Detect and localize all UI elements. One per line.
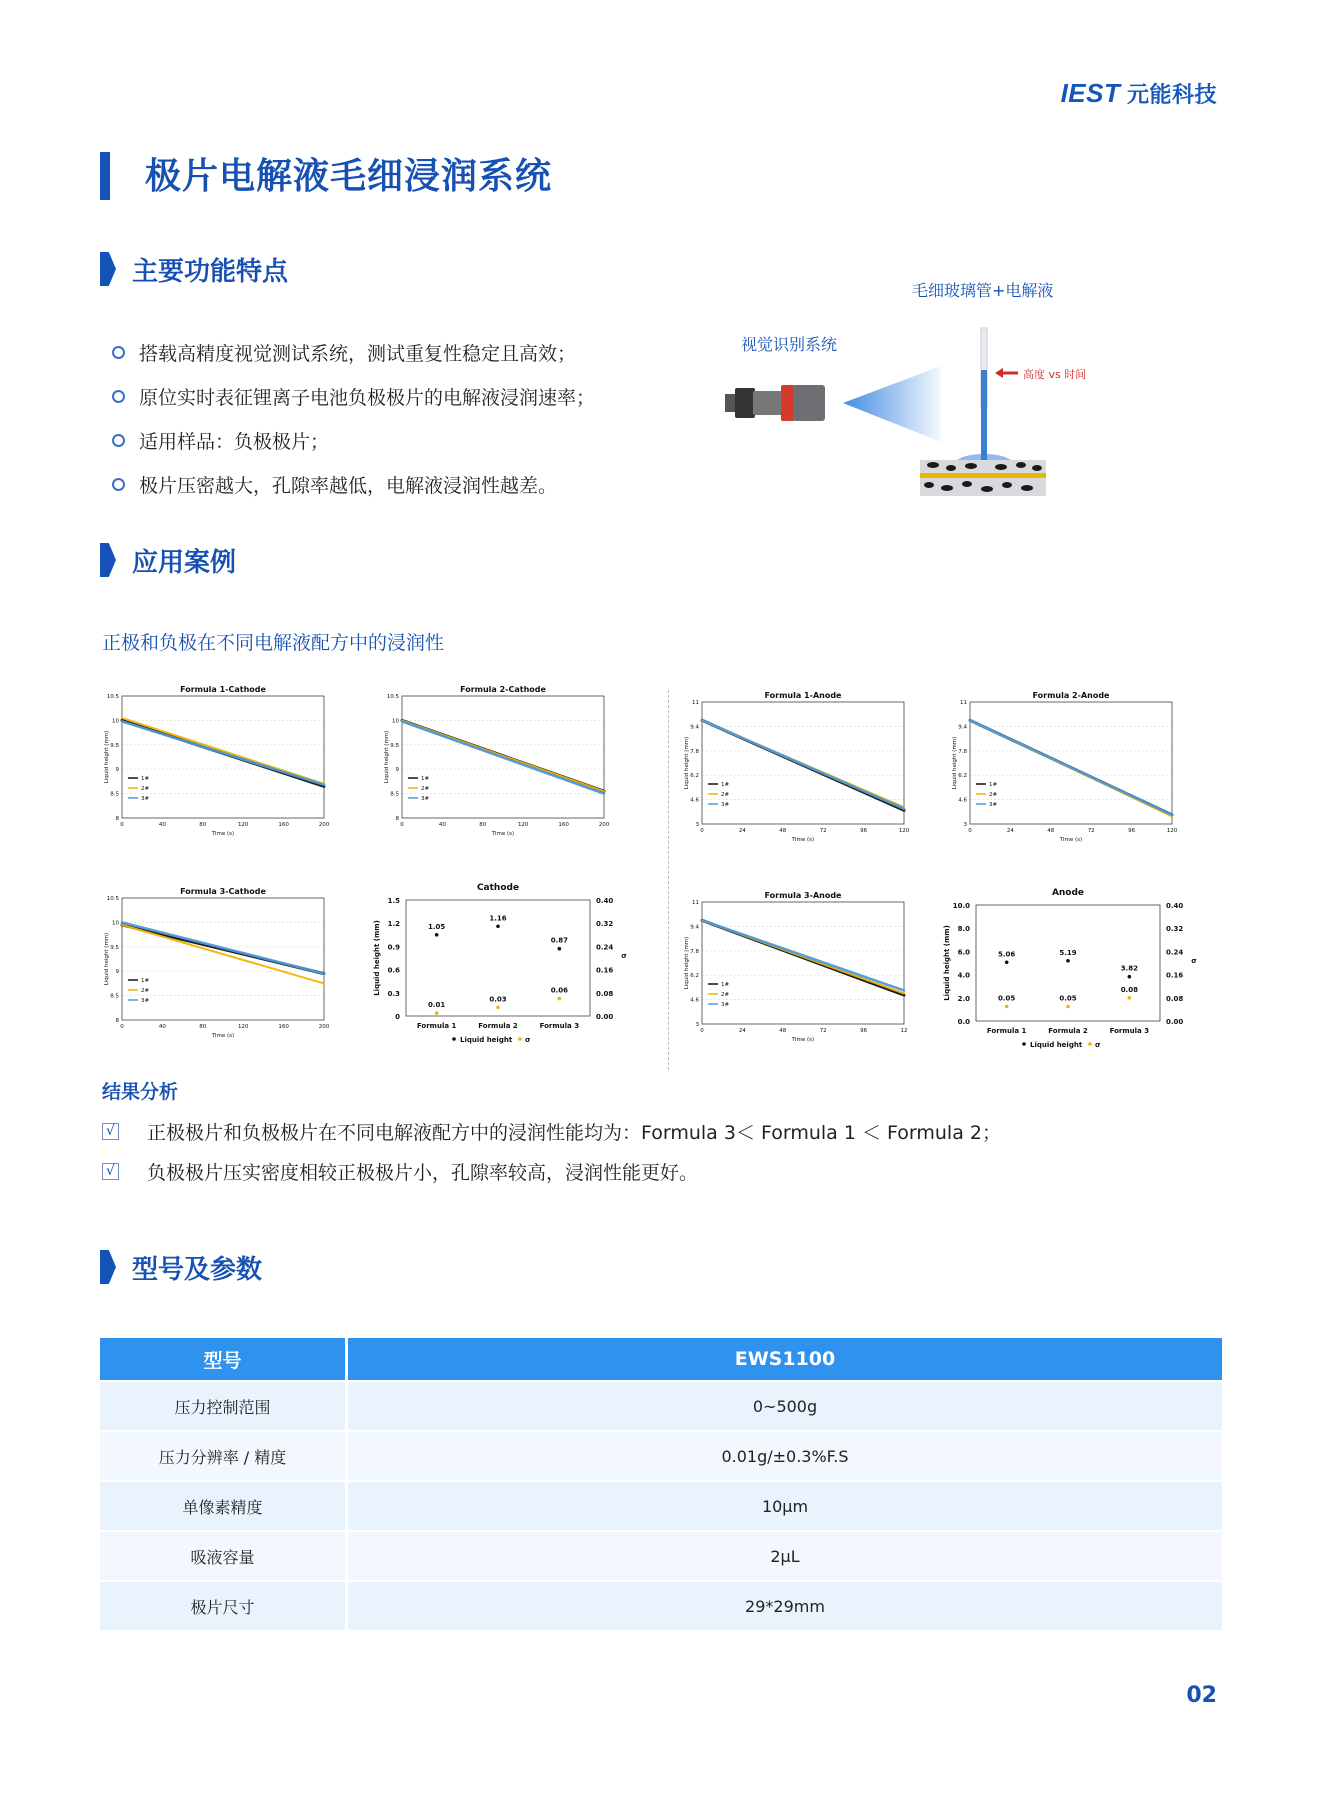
y-tick-label: 0 <box>395 1013 400 1021</box>
circle-bullet-icon <box>112 390 125 403</box>
x-tick-label: 48 <box>1047 828 1055 834</box>
table-header-row <box>100 1338 1222 1380</box>
chart-formula1-cathode <box>100 684 330 844</box>
x-tick-label: 0 <box>120 822 124 828</box>
data-point-sigma <box>558 997 562 1001</box>
results-heading: 结果分析 <box>102 1081 179 1103</box>
series-line-3# <box>122 922 324 973</box>
y-tick-label: 0.6 <box>387 966 400 975</box>
y-tick-label: 10 <box>112 718 119 725</box>
legend-label: 1# <box>721 782 730 788</box>
y-tick-label: 8.5 <box>110 993 119 1000</box>
x-axis-label: Time (s) <box>791 837 815 843</box>
chart-title: Formula 1-Cathode <box>180 685 266 694</box>
legend-label: 3# <box>141 796 150 802</box>
y-tick-label: 8.0 <box>957 925 970 934</box>
data-point-height <box>1128 975 1132 979</box>
logo-mark: IEST <box>1060 78 1121 108</box>
legend-swatch <box>1088 1042 1092 1046</box>
y-tick-label: 9.5 <box>110 742 119 749</box>
x-tick-label: 96 <box>860 1028 868 1034</box>
y-axis-label: Liquid height (mm) <box>373 920 381 996</box>
table-cell: 极片尺寸 <box>100 1580 348 1630</box>
chart-title: Formula 3-Cathode <box>180 887 266 896</box>
x-axis-label: Time (s) <box>211 831 235 837</box>
y-tick-label: 0.3 <box>387 989 400 998</box>
x-tick-label: 72 <box>819 828 827 834</box>
series-line-3# <box>702 720 904 808</box>
plot-frame <box>976 905 1160 1021</box>
electrolyte-column <box>981 370 987 460</box>
circle-bullet-icon <box>112 478 125 491</box>
y-tick-label: 10.5 <box>386 694 399 700</box>
legend-label: 2# <box>989 792 998 798</box>
plot-frame <box>702 902 904 1024</box>
chart-svg <box>100 886 330 1046</box>
x-category-label: Formula 3 <box>1109 1027 1150 1035</box>
data-label: 1.16 <box>489 914 507 923</box>
x-tick-label: 0 <box>700 1028 704 1034</box>
legend-label: 1# <box>141 978 150 984</box>
y-tick-label: 9.5 <box>110 944 119 951</box>
x-category-label: Formula 1 <box>986 1027 1027 1035</box>
feature-list <box>112 330 595 506</box>
y-tick-label: 1.2 <box>387 920 400 929</box>
y-tick-label: 8 <box>115 816 119 822</box>
y-tick-label: 6.2 <box>958 773 967 780</box>
legend-label: 3# <box>721 1002 730 1008</box>
x-category-label: Formula 1 <box>416 1022 457 1030</box>
electrode-sample <box>920 454 1046 496</box>
height-time-label: 高度 vs 时间 <box>1023 368 1087 381</box>
y-tick-label: 4.6 <box>958 797 967 804</box>
legend-label: σ <box>525 1036 531 1044</box>
chart-svg <box>948 690 1178 850</box>
plot-frame <box>970 702 1172 824</box>
logo-text: 元能科技 <box>1126 82 1217 107</box>
x-tick-label: 0 <box>120 1024 124 1030</box>
x-tick-label: 160 <box>278 822 289 828</box>
y-tick-label: 9.4 <box>690 924 699 931</box>
y-axis-label: Liquid height (mm) <box>684 936 690 990</box>
legend-label: 3# <box>421 796 430 802</box>
legend-label: Liquid height <box>1030 1041 1083 1049</box>
y2-tick-label: 0.08 <box>1166 994 1184 1003</box>
series-line-3# <box>970 720 1172 815</box>
legend-label: 1# <box>989 782 998 788</box>
x-tick-label: 72 <box>1087 828 1095 834</box>
y-axis-label: Liquid height (mm) <box>104 730 110 784</box>
x-tick-label: 12 <box>900 1028 908 1034</box>
x-axis-label: Time (s) <box>211 1033 235 1039</box>
x-tick-label: 120 <box>237 1024 249 1030</box>
circle-bullet-icon <box>112 434 125 447</box>
section-cases-header <box>100 543 236 577</box>
data-point-sigma <box>1066 1005 1070 1009</box>
y-tick-label: 8.5 <box>110 791 119 798</box>
y-axis-label: Liquid height (mm) <box>943 925 951 1001</box>
x-tick-label: 24 <box>738 1028 746 1034</box>
legend-label: 1# <box>721 982 730 988</box>
table-cell: 29*29mm <box>348 1580 1222 1630</box>
y-tick-label: 2.0 <box>957 994 970 1003</box>
data-point-height <box>435 933 439 937</box>
plot-frame <box>122 898 324 1020</box>
y-tick-label: 7.8 <box>690 948 699 955</box>
x-tick-label: 0 <box>968 828 972 834</box>
chart-title: Anode <box>1051 888 1085 898</box>
table-row <box>100 1530 1222 1580</box>
camera-icon <box>725 385 825 421</box>
legend-label: Liquid height <box>460 1036 513 1044</box>
legend-label: 3# <box>141 998 150 1004</box>
section-marker-icon <box>100 1250 116 1284</box>
x-tick-label: 80 <box>479 822 487 828</box>
x-category-label: Formula 2 <box>1048 1027 1088 1035</box>
y-tick-label: 9.5 <box>390 742 399 749</box>
page-number: 02 <box>1186 1683 1217 1708</box>
section-marker-icon <box>100 543 116 577</box>
data-label: 0.05 <box>998 994 1016 1003</box>
legend-swatch <box>452 1037 456 1041</box>
y2-tick-label: 0.00 <box>596 1013 614 1021</box>
x-category-label: Formula 2 <box>478 1022 518 1030</box>
y-tick-label: 3 <box>695 822 699 828</box>
x-tick-label: 0 <box>700 828 704 834</box>
data-label: 0.05 <box>1059 994 1077 1003</box>
table-cell: 单像素精度 <box>100 1480 348 1530</box>
data-label: 5.19 <box>1059 948 1077 957</box>
y-tick-label: 10 <box>392 718 399 725</box>
section-features-header <box>100 252 288 286</box>
y-tick-label: 3 <box>963 822 967 828</box>
x-tick-label: 48 <box>779 1028 787 1034</box>
chart-divider <box>668 690 669 1070</box>
table-cell: 压力控制范围 <box>100 1380 348 1430</box>
x-tick-label: 40 <box>158 822 166 828</box>
y-tick-label: 0.0 <box>957 1018 970 1026</box>
section-cases-title: 应用案例 <box>132 547 237 578</box>
data-point-sigma <box>1128 996 1132 1000</box>
x-axis-label: Time (s) <box>1059 837 1083 843</box>
legend-label: 3# <box>989 802 998 808</box>
table-cell: 0.01g/±0.3%F.S <box>348 1430 1222 1480</box>
y-tick-label: 9 <box>115 969 119 976</box>
chart-formula1-anode <box>680 690 910 850</box>
chart-formula3-cathode <box>100 886 330 1046</box>
list-item: 适用样品：负极极片； <box>112 418 595 462</box>
table-row <box>100 1480 1222 1530</box>
x-tick-label: 120 <box>237 822 249 828</box>
section-marker-icon <box>100 252 116 286</box>
y2-tick-label: 0.08 <box>596 989 614 998</box>
y-tick-label: 11 <box>692 900 699 906</box>
table-header-cell: EWS1100 <box>348 1338 1222 1380</box>
x-tick-label: 48 <box>779 828 787 834</box>
data-label: 0.03 <box>489 995 507 1004</box>
chart-svg <box>100 684 330 844</box>
y2-tick-label: 0.16 <box>1166 971 1184 980</box>
legend-label: 2# <box>721 792 730 798</box>
y-tick-label: 4.6 <box>690 797 699 804</box>
data-label: 3.82 <box>1120 964 1138 973</box>
data-point-sigma <box>435 1011 439 1015</box>
y-tick-label: 11 <box>960 700 967 706</box>
chart-anode-summary <box>940 885 1200 1061</box>
y2-tick-label: 0.40 <box>1166 902 1184 910</box>
list-item: 极片压密越大，孔隙率越低，电解液浸润性越差。 <box>112 462 595 506</box>
chart-title: Cathode <box>476 883 520 893</box>
x-tick-label: 200 <box>318 822 330 828</box>
x-tick-label: 96 <box>1128 828 1136 834</box>
data-label: 1.05 <box>428 922 446 931</box>
legend-label: 3# <box>721 802 730 808</box>
circle-bullet-icon <box>112 346 125 359</box>
data-point-height <box>1005 961 1009 965</box>
chart-svg <box>940 885 1200 1061</box>
y-tick-label: 6.0 <box>957 948 970 957</box>
x-tick-label: 120 <box>1166 828 1178 834</box>
chart-formula2-anode <box>948 690 1178 850</box>
chart-title: Formula 2-Anode <box>1032 691 1110 700</box>
legend-label: 1# <box>421 776 430 782</box>
y-tick-label: 4.6 <box>690 997 699 1004</box>
y-axis-label: Liquid height (mm) <box>384 730 390 784</box>
y-axis-label: Liquid height (mm) <box>104 932 110 986</box>
y-tick-label: 10.5 <box>106 896 119 902</box>
y-axis-label: Liquid height (mm) <box>684 736 690 790</box>
y-tick-label: 10.5 <box>106 694 119 700</box>
data-label: 0.01 <box>428 1001 446 1010</box>
chart-formula2-cathode <box>380 684 610 844</box>
table-row <box>100 1580 1222 1630</box>
brand-logo <box>1061 78 1217 109</box>
x-axis-label: Time (s) <box>791 1037 815 1043</box>
y2-tick-label: 0.24 <box>1166 948 1184 957</box>
spec-table <box>100 1338 1222 1630</box>
y-tick-label: 0.9 <box>387 943 400 952</box>
x-tick-label: 120 <box>517 822 529 828</box>
test-setup-diagram <box>715 270 1095 500</box>
series-line-3# <box>122 721 324 784</box>
y-tick-label: 1.5 <box>387 897 400 905</box>
y-tick-label: 10 <box>112 920 119 927</box>
section-features-title: 主要功能特点 <box>132 256 289 287</box>
legend-swatch <box>518 1037 522 1041</box>
y-tick-label: 7.8 <box>690 748 699 755</box>
table-cell: 压力分辨率 / 精度 <box>100 1430 348 1480</box>
legend-label: 2# <box>141 786 150 792</box>
chart-title: Formula 1-Anode <box>764 691 842 700</box>
legend-label: 2# <box>141 988 150 994</box>
x-axis-label: Time (s) <box>491 831 515 837</box>
y-tick-label: 8.5 <box>390 791 399 798</box>
data-point-height <box>558 947 562 951</box>
x-tick-label: 200 <box>318 1024 330 1030</box>
chart-svg <box>680 890 910 1050</box>
y-tick-label: 11 <box>692 700 699 706</box>
x-tick-label: 24 <box>738 828 746 834</box>
data-point-sigma <box>1005 1005 1009 1009</box>
y-tick-label: 6.2 <box>690 773 699 780</box>
x-tick-label: 80 <box>199 822 207 828</box>
table-row <box>100 1430 1222 1480</box>
data-label: 0.87 <box>550 936 568 945</box>
legend-label: 2# <box>421 786 430 792</box>
data-label: 0.06 <box>550 986 568 995</box>
page-title: 极片电解液毛细浸润系统 <box>145 156 553 197</box>
chart-formula3-anode <box>680 890 910 1050</box>
y-tick-label: 9 <box>395 767 399 774</box>
y-tick-label: 8 <box>115 1018 119 1024</box>
series-line-3# <box>402 721 604 793</box>
y-tick-label: 3 <box>695 1022 699 1028</box>
x-tick-label: 72 <box>819 1028 827 1034</box>
legend-label: 2# <box>721 992 730 998</box>
y-tick-label: 7.8 <box>958 748 967 755</box>
data-point-height <box>496 924 500 928</box>
vision-system-label: 视觉识别系统 <box>741 335 838 354</box>
y2-axis-label: σ <box>621 952 627 960</box>
series-line-3# <box>702 920 904 990</box>
table-cell: 0~500g <box>348 1380 1222 1430</box>
setup-illustration <box>715 270 1095 500</box>
light-beam <box>843 366 941 442</box>
list-item: 原位实时表征锂离子电池负极极片的电解液浸润速率； <box>112 374 595 418</box>
x-tick-label: 96 <box>860 828 868 834</box>
table-cell: 10μm <box>348 1480 1222 1530</box>
y-tick-label: 10.0 <box>952 902 970 910</box>
table-row <box>100 1380 1222 1430</box>
data-point-sigma <box>496 1006 500 1010</box>
chart-title: Formula 3-Anode <box>764 891 842 900</box>
x-tick-label: 40 <box>438 822 446 828</box>
chart-svg <box>380 684 610 844</box>
table-cell: 吸液容量 <box>100 1530 348 1580</box>
y2-axis-label: σ <box>1191 957 1197 965</box>
x-tick-label: 200 <box>598 822 610 828</box>
y2-tick-label: 0.00 <box>1166 1018 1184 1026</box>
y-tick-label: 6.2 <box>690 973 699 980</box>
table-cell: 2μL <box>348 1530 1222 1580</box>
capillary-label: 毛细玻璃管+电解液 <box>912 281 1054 300</box>
y-tick-label: 9 <box>115 767 119 774</box>
section-specs-header <box>100 1250 262 1284</box>
list-item: 搭载高精度视觉测试系统，测试重复性稳定且高效； <box>112 330 595 374</box>
series-line-2# <box>122 925 324 984</box>
y2-tick-label: 0.40 <box>596 897 614 905</box>
y-tick-label: 8 <box>395 816 399 822</box>
chart-svg <box>370 880 630 1056</box>
x-tick-label: 40 <box>158 1024 166 1030</box>
y-tick-label: 9.4 <box>690 724 699 731</box>
x-category-label: Formula 3 <box>539 1022 580 1030</box>
x-tick-label: 80 <box>199 1024 207 1030</box>
chart-title: Formula 2-Cathode <box>460 685 546 694</box>
x-tick-label: 120 <box>898 828 910 834</box>
legend-label: 1# <box>141 776 150 782</box>
y2-tick-label: 0.16 <box>596 966 614 975</box>
legend-label: σ <box>1095 1041 1101 1049</box>
x-tick-label: 160 <box>278 1024 289 1030</box>
result-item: √ 负极极片压实密度相较正极极片小，孔隙率较高，浸润性能更好。 <box>102 1158 698 1185</box>
chart-cathode-summary <box>370 880 630 1056</box>
data-label: 0.08 <box>1120 985 1138 994</box>
data-point-height <box>1066 959 1070 963</box>
section-specs-title: 型号及参数 <box>132 1254 263 1285</box>
y-tick-label: 4.0 <box>957 971 970 980</box>
y2-tick-label: 0.32 <box>1166 925 1184 934</box>
checkbox-icon: √ <box>102 1123 119 1140</box>
x-tick-label: 0 <box>400 822 404 828</box>
checkbox-icon: √ <box>102 1163 119 1180</box>
table-header-cell: 型号 <box>100 1338 348 1380</box>
plot-frame <box>122 696 324 818</box>
y2-tick-label: 0.32 <box>596 920 614 929</box>
legend-swatch <box>1022 1042 1026 1046</box>
data-label: 5.06 <box>998 950 1016 959</box>
x-tick-label: 24 <box>1006 828 1014 834</box>
title-accent-bar <box>100 152 110 200</box>
x-tick-label: 160 <box>558 822 569 828</box>
result-item: √ 正极极片和负极极片在不同电解液配方中的浸润性能均为：Formula 3＜ Formula 1 ＜ Formula 2； <box>102 1118 1001 1145</box>
y2-tick-label: 0.24 <box>596 943 614 952</box>
y-tick-label: 9.4 <box>958 724 967 731</box>
cases-subheading: 正极和负极在不同电解液配方中的浸润性 <box>102 632 445 654</box>
y-axis-label: Liquid height (mm) <box>952 736 958 790</box>
chart-svg <box>680 690 910 850</box>
